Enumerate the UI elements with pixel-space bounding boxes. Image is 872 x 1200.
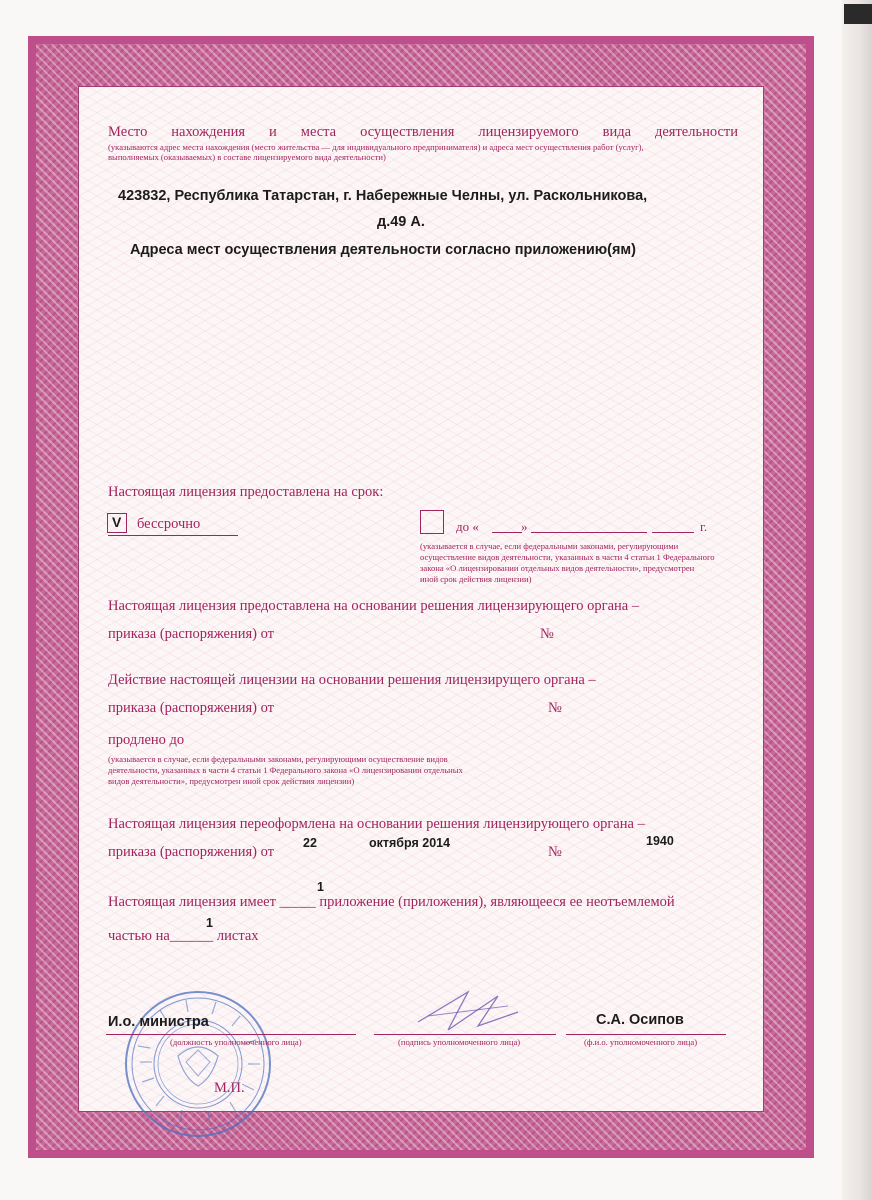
extension-line-2: приказа (распоряжения) от <box>108 700 274 716</box>
appendix-line-1-start: Настоящая лицензия имеет <box>108 894 280 910</box>
location-note-1: (указываются адрес места нахождения (место жительства — для индивидуального предпринимателя) и адреса мест осуществления работ (услуг), <box>108 142 644 152</box>
extension-line-1: Действие настоящей лицензии на основании решения лицензирущего органа – <box>108 672 596 688</box>
signature-line <box>374 1034 556 1035</box>
location-note-2: выполняемых (оказываемых) в составе лицензируемого вида деятельности) <box>108 152 386 162</box>
check-mark: V <box>112 514 122 530</box>
appendix-line-2-end: листах <box>213 928 259 944</box>
indefinite-checkbox <box>107 513 127 533</box>
appendix-count-blank: _____ <box>279 894 316 910</box>
appendix-line-2 <box>108 928 259 945</box>
official-seal <box>120 986 276 1142</box>
basis-number-sign: № <box>540 626 554 642</box>
appendix-line-1-end: приложение (приложения), являющееся ее неотъемлемой <box>315 894 675 910</box>
scan-edge-mark <box>844 4 872 24</box>
appendix-count: 1 <box>317 880 324 894</box>
extension-note-3: видов деятельности», предусмотрен иной срок действия лицензии) <box>108 776 355 786</box>
seal-label: М.П. <box>214 1080 245 1096</box>
reissue-line-2: приказа (распоряжения) от <box>108 844 274 860</box>
extension-note-2: деятельности, указанных в части 4 статьи 1 Федерального закона «О лицензировании отдельных <box>108 765 463 775</box>
term-heading: Настоящая лицензия предоставлена на срок: <box>108 484 384 500</box>
reissue-line-1: Настоящая лицензия переоформлена на основании решения лицензирующего органа – <box>108 816 645 832</box>
indefinite-underline <box>108 535 238 536</box>
position-line <box>106 1034 356 1035</box>
caption-position: (должность уполномоченного лица) <box>170 1037 302 1047</box>
term-note-4: иной срок действия лицензии) <box>420 574 532 584</box>
reissue-order-number: 1940 <box>646 834 674 848</box>
reissue-day: 22 <box>303 836 317 850</box>
signatory-name: С.А. Осипов <box>596 1012 684 1028</box>
basis-line-1: Настоящая лицензия предоставлена на основании решения лицензирующего органа – <box>108 598 640 614</box>
until-year-suffix: г. <box>700 519 708 534</box>
until-quote: » <box>521 519 528 534</box>
term-note-1: (указывается в случае, если федеральными законами, регулирующими <box>420 541 679 551</box>
until-label: до « <box>456 519 479 534</box>
signatory-position: И.о. министра <box>108 1014 209 1030</box>
until-month-line <box>531 532 647 533</box>
name-line <box>566 1034 726 1035</box>
extension-number-sign: № <box>548 700 562 716</box>
address-line-2: д.49 А. <box>377 214 425 230</box>
signature-scribble <box>408 982 528 1042</box>
basis-line-2: приказа (распоряжения) от <box>108 626 274 642</box>
until-day-line <box>492 532 522 533</box>
address-line-3: Адреса мест осуществления деятельности согласно приложению(ям) <box>130 242 636 258</box>
until-checkbox <box>420 510 444 534</box>
appendix-line-1 <box>108 894 675 911</box>
extension-note-1: (указывается в случае, если федеральными законами, регулирующими осуществление видов <box>108 754 448 764</box>
until-year-line <box>652 532 694 533</box>
appendix-sheets: 1 <box>206 916 213 930</box>
appendix-sheets-blank: ______ <box>169 928 214 944</box>
extended-until-label: продлено до <box>108 732 185 748</box>
caption-name: (ф.и.о. уполномоченного лица) <box>584 1037 698 1047</box>
caption-signature: (подпись уполномоченного лица) <box>398 1037 521 1047</box>
reissue-month-year: октября 2014 <box>369 836 451 850</box>
term-note-3: закона «О лицензировании отдельных видов деятельности», предусмотрен <box>420 563 695 573</box>
appendix-line-2-start: частью на <box>108 928 170 944</box>
location-heading: Место нахождения и места осуществления лицензируемого вида деятельности <box>108 124 738 140</box>
reissue-number-sign: № <box>548 844 562 860</box>
indefinite-label: бессрочно <box>137 516 201 532</box>
scan-edge <box>842 0 872 1200</box>
address-line-1: 423832, Республика Татарстан, г. Набережные Челны, ул. Раскольникова, <box>118 188 648 204</box>
term-note-2: осуществление видов деятельности, указанных в части 4 статьи 1 Федерального <box>420 552 715 562</box>
